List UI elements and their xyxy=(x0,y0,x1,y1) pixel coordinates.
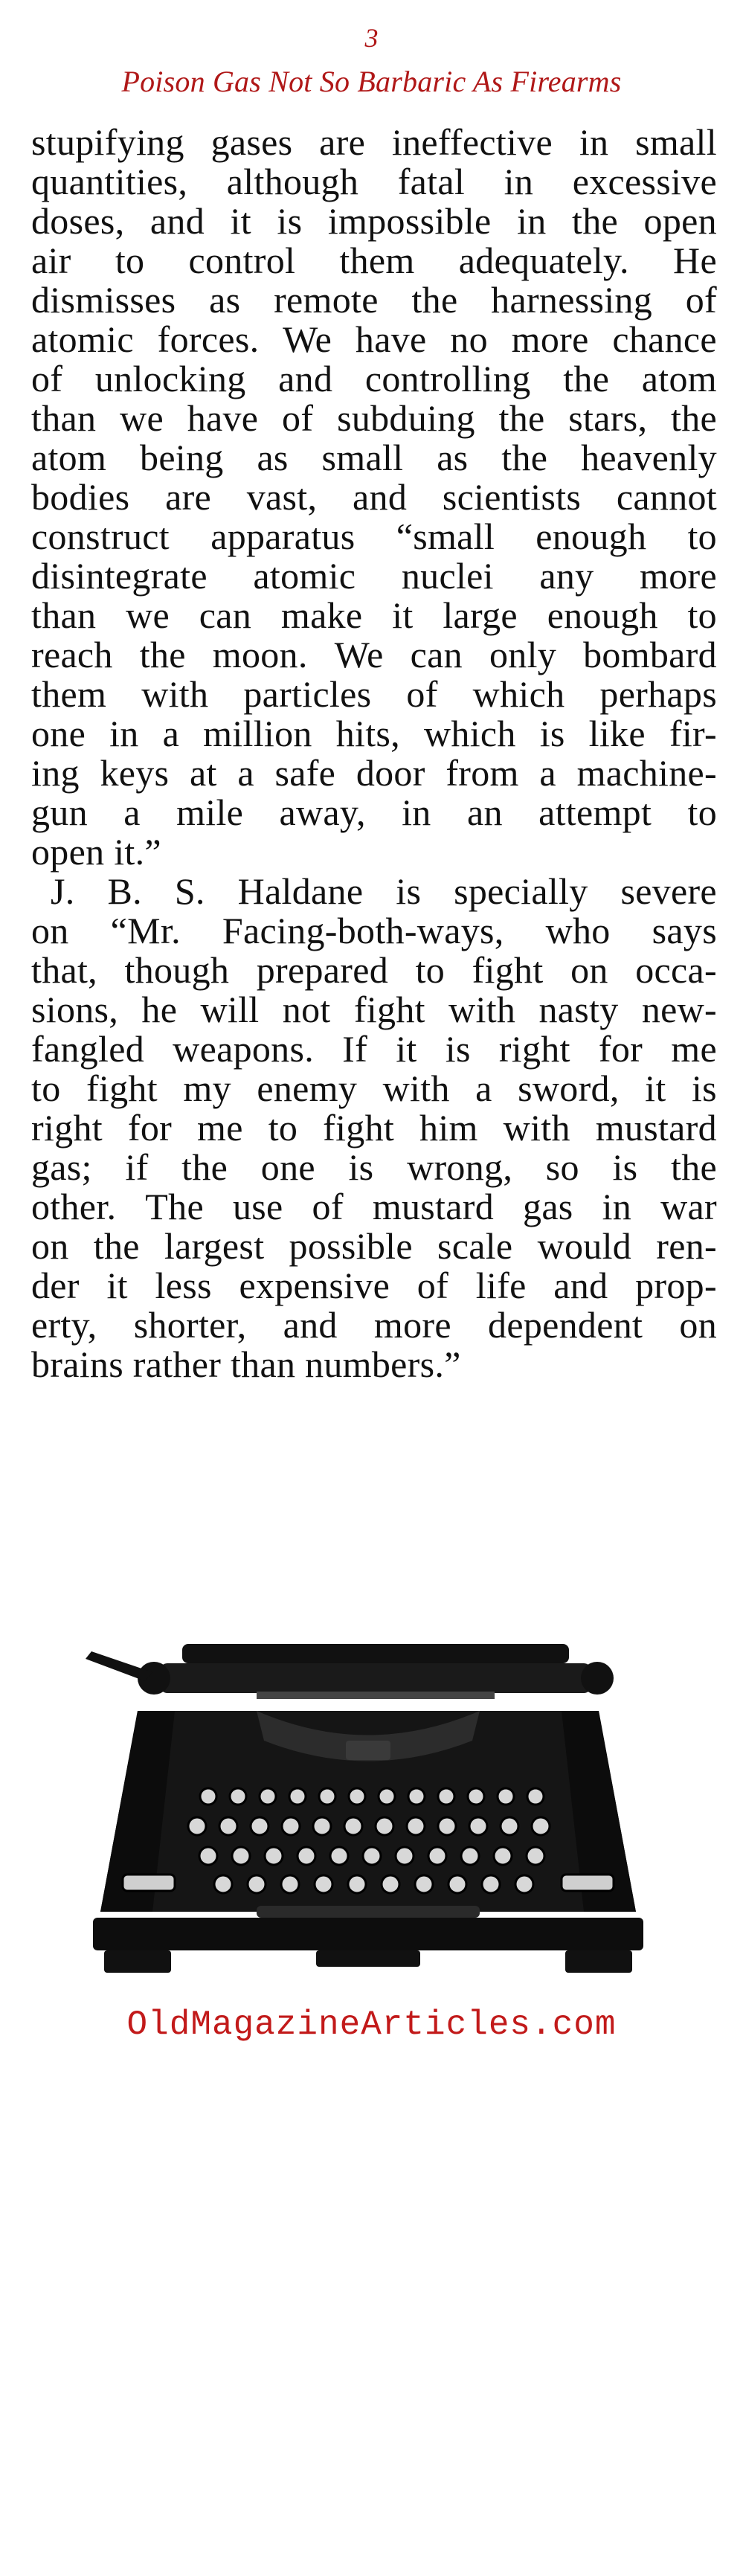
article-word: than xyxy=(230,1343,306,1385)
article-word: to xyxy=(115,240,145,281)
article-word: from xyxy=(446,752,519,794)
article-word: sions, xyxy=(31,989,119,1030)
article-word: of xyxy=(416,1265,449,1306)
article-word: mustard xyxy=(595,1107,717,1149)
article-word: them xyxy=(339,240,415,281)
article-word: mustard xyxy=(372,1186,494,1227)
article-word: an xyxy=(466,791,503,833)
article-word: a xyxy=(475,1067,492,1109)
article-line xyxy=(31,1187,717,1227)
article-word: it xyxy=(392,594,414,636)
article-line xyxy=(31,1030,717,1069)
article-word: Facing-both-ways, xyxy=(222,910,504,951)
article-word: will xyxy=(200,989,260,1030)
article-line xyxy=(31,793,717,832)
article-word: possible xyxy=(289,1225,413,1267)
article-word: fight xyxy=(472,949,544,991)
article-word: me xyxy=(197,1107,243,1149)
article-word: is xyxy=(539,713,565,754)
article-word: fangled xyxy=(31,1028,145,1070)
article-word: cannot xyxy=(616,476,717,518)
article-word: atom xyxy=(31,437,107,478)
article-word: as xyxy=(257,437,289,478)
article-word: gas xyxy=(523,1186,573,1227)
article-word: if xyxy=(125,1146,149,1188)
article-word: the xyxy=(139,634,186,675)
article-word: fight xyxy=(353,989,425,1030)
article-line xyxy=(31,241,717,280)
article-word: to xyxy=(415,949,446,991)
article-word: me xyxy=(671,1028,717,1070)
article-word: sword, xyxy=(518,1067,620,1109)
article-word: the xyxy=(498,397,545,439)
article-word: being xyxy=(140,437,224,478)
article-word: one xyxy=(260,1146,315,1188)
article-word: enough xyxy=(535,515,647,557)
article-line xyxy=(31,832,717,872)
article-word: new- xyxy=(641,989,717,1030)
article-word: ren- xyxy=(656,1225,717,1267)
article-word: the xyxy=(181,1146,228,1188)
article-word: in xyxy=(602,1186,632,1227)
article-word: war xyxy=(660,1186,717,1227)
article-word: the xyxy=(671,1146,717,1188)
article-word: brains xyxy=(31,1343,133,1385)
article-word: than xyxy=(31,397,97,439)
article-word: and xyxy=(283,1304,338,1346)
article-word: we xyxy=(126,594,170,636)
article-word: have xyxy=(187,397,259,439)
article-word: quantities, xyxy=(31,161,188,202)
article-word: doses, xyxy=(31,200,125,242)
article-word: with xyxy=(448,989,516,1030)
article-word: it xyxy=(396,1028,417,1070)
article-line xyxy=(31,162,717,202)
article-word: can xyxy=(410,634,463,675)
article-word: more xyxy=(640,555,717,597)
article-word: bodies xyxy=(31,476,130,518)
article-word: and xyxy=(353,476,408,518)
article-word: as xyxy=(209,279,241,321)
article-line xyxy=(31,123,717,162)
article-word: any xyxy=(539,555,594,597)
article-word: heavenly xyxy=(581,437,717,478)
article-word: it xyxy=(106,1265,128,1306)
article-word: atomic xyxy=(253,555,356,597)
article-word: a xyxy=(123,791,141,833)
running-title: Poison Gas Not So Barbaric As Firearms xyxy=(121,65,622,98)
article-word: enemy xyxy=(257,1067,358,1109)
article-word: than xyxy=(31,594,97,636)
article-line xyxy=(31,596,717,635)
article-word: which xyxy=(423,713,516,754)
article-word: them xyxy=(31,673,107,715)
article-word: the xyxy=(93,1225,140,1267)
article-word: scientists xyxy=(442,476,582,518)
article-word: bombard xyxy=(583,634,717,675)
article-word: shorter, xyxy=(133,1304,247,1346)
article-word: the xyxy=(671,397,717,439)
article-word: safe xyxy=(274,752,336,794)
article-word: reach xyxy=(31,634,113,675)
article-word: dependent xyxy=(488,1304,643,1346)
article-word: ineffective xyxy=(391,121,553,163)
article-line xyxy=(31,556,717,596)
article-word: one xyxy=(31,713,86,754)
article-word: expensive xyxy=(239,1265,390,1306)
article-word: at xyxy=(189,752,217,794)
article-line xyxy=(31,635,717,675)
article-line xyxy=(31,359,717,399)
article-word: in xyxy=(109,713,139,754)
article-word: fir- xyxy=(669,713,717,754)
article-word: in xyxy=(402,791,431,833)
article-word: the xyxy=(411,279,458,321)
article-body xyxy=(31,123,717,1384)
article-word: are xyxy=(319,121,366,163)
article-word: moon. xyxy=(212,634,308,675)
article-word: and xyxy=(553,1265,608,1306)
article-word: Haldane xyxy=(237,870,364,912)
article-word: make xyxy=(280,594,363,636)
article-word: nuclei xyxy=(401,555,494,597)
article-word: occa- xyxy=(635,949,717,991)
article-word: million xyxy=(203,713,312,754)
article-word: stars, xyxy=(568,397,648,439)
article-word: machine- xyxy=(576,752,717,794)
article-word: open xyxy=(643,200,717,242)
article-word: though xyxy=(124,949,230,991)
article-word: The xyxy=(145,1186,204,1227)
article-line xyxy=(31,280,717,320)
article-word: apparatus xyxy=(210,515,356,557)
article-word: mile xyxy=(176,791,244,833)
article-word: with xyxy=(141,673,209,715)
article-word: more xyxy=(511,318,589,360)
article-word: him xyxy=(419,1107,478,1149)
article-word: to xyxy=(268,1107,298,1149)
article-word: not xyxy=(282,989,331,1030)
article-word: the xyxy=(572,200,619,242)
article-line xyxy=(31,202,717,241)
article-word: other. xyxy=(31,1186,117,1227)
article-word: air xyxy=(31,240,71,281)
article-line xyxy=(31,399,717,438)
article-word: and xyxy=(278,358,333,399)
article-word: gun xyxy=(31,791,88,833)
article-word: nasty xyxy=(538,989,619,1030)
article-word: on xyxy=(31,910,69,951)
article-line xyxy=(31,1305,717,1345)
article-word: only xyxy=(489,634,557,675)
article-line xyxy=(31,1148,717,1187)
article-word: If xyxy=(342,1028,368,1070)
article-word: prop- xyxy=(635,1265,717,1306)
article-word: with xyxy=(382,1067,450,1109)
article-word: on xyxy=(570,949,608,991)
article-line xyxy=(31,478,717,517)
article-word: enough xyxy=(547,594,658,636)
article-word: ing xyxy=(31,752,80,794)
article-word: to xyxy=(687,594,717,636)
article-line xyxy=(31,517,717,556)
article-word: small xyxy=(635,121,717,163)
article-word: are xyxy=(165,476,212,518)
article-word: like xyxy=(588,713,646,754)
article-word: attempt xyxy=(538,791,652,833)
typewriter-icon xyxy=(71,1629,666,1986)
article-word: small xyxy=(321,437,404,478)
article-word: particles xyxy=(243,673,372,715)
article-word: forces. xyxy=(157,318,260,360)
article-word: remote xyxy=(274,279,379,321)
article-word: and xyxy=(149,200,205,242)
article-word: numbers.” xyxy=(305,1343,461,1385)
article-line xyxy=(31,320,717,359)
article-line xyxy=(31,754,717,793)
article-word: right xyxy=(498,1028,570,1070)
article-word: excessive xyxy=(572,161,717,202)
page-number: 3 xyxy=(364,23,379,53)
article-word: so xyxy=(545,1146,579,1188)
article-word: my xyxy=(183,1067,231,1109)
article-word: is xyxy=(612,1146,638,1188)
article-word: construct xyxy=(31,515,170,557)
article-word: is xyxy=(691,1067,717,1109)
article-word: is xyxy=(348,1146,374,1188)
article-word: away, xyxy=(279,791,366,833)
article-word: who xyxy=(545,910,611,951)
article-word: door xyxy=(356,752,425,794)
article-word: to xyxy=(687,791,717,833)
article-word: hits, xyxy=(335,713,400,754)
article-word: we xyxy=(120,397,164,439)
article-word: scale xyxy=(437,1225,513,1267)
article-word: is xyxy=(277,200,303,242)
article-word: a xyxy=(539,752,556,794)
article-line xyxy=(31,675,717,714)
article-word: the xyxy=(563,358,610,399)
article-word: open xyxy=(31,831,115,873)
article-line xyxy=(31,438,717,478)
article-word: large xyxy=(443,594,518,636)
article-word: is xyxy=(445,1028,471,1070)
article-word: largest xyxy=(164,1225,265,1267)
article-word: in xyxy=(579,121,609,163)
article-word: of xyxy=(406,673,438,715)
article-word: specially xyxy=(454,870,588,912)
article-word: with xyxy=(503,1107,570,1149)
article-word: unlocking xyxy=(94,358,246,399)
article-word: disintegrate xyxy=(31,555,208,597)
article-word: B. xyxy=(107,870,142,912)
article-word: impossible xyxy=(327,200,492,242)
article-word: S. xyxy=(174,870,205,912)
article-line xyxy=(31,990,717,1030)
article-word: controlling xyxy=(364,358,531,399)
article-word: “small xyxy=(396,515,495,557)
article-word: of xyxy=(31,358,63,399)
article-line xyxy=(31,1227,717,1266)
article-word: is xyxy=(396,870,422,912)
article-word: chance xyxy=(612,318,717,360)
article-word: atom xyxy=(641,358,717,399)
article-word: the xyxy=(501,437,548,478)
article-word: no xyxy=(450,318,488,360)
article-word: can xyxy=(199,594,252,636)
article-word: rather xyxy=(132,1343,231,1385)
article-word: to xyxy=(31,1067,61,1109)
article-word: erty, xyxy=(31,1304,97,1346)
article-word: on xyxy=(31,1225,69,1267)
article-word: J. xyxy=(51,870,75,912)
article-word: wrong, xyxy=(407,1146,513,1188)
article-word: as xyxy=(437,437,469,478)
article-word: vast, xyxy=(246,476,318,518)
article-word: it xyxy=(645,1067,666,1109)
article-line xyxy=(31,1266,717,1305)
article-word: weapons. xyxy=(173,1028,315,1070)
article-word: use xyxy=(232,1186,283,1227)
article-word: although xyxy=(226,161,359,202)
article-word: for xyxy=(127,1107,173,1149)
article-word: keys xyxy=(100,752,170,794)
article-word: it.” xyxy=(114,831,161,873)
article-word: to xyxy=(687,515,717,557)
article-word: atomic xyxy=(31,318,134,360)
article-word: says xyxy=(652,910,717,951)
article-word: dismisses xyxy=(31,279,176,321)
article-word: We xyxy=(283,318,332,360)
article-word: that, xyxy=(31,949,97,991)
article-word: harnessing xyxy=(491,279,652,321)
article-word: a xyxy=(162,713,180,754)
article-word: fight xyxy=(323,1107,395,1149)
article-word: fight xyxy=(86,1067,158,1109)
article-word: of xyxy=(685,279,717,321)
article-line xyxy=(31,872,717,911)
article-line xyxy=(31,911,717,951)
article-word: right xyxy=(31,1107,103,1149)
article-word: life xyxy=(475,1265,527,1306)
article-word: severe xyxy=(620,870,717,912)
article-line xyxy=(31,1069,717,1108)
article-word: on xyxy=(679,1304,717,1346)
article-word: He xyxy=(673,240,717,281)
article-word: it xyxy=(230,200,251,242)
article-word: der xyxy=(31,1265,80,1306)
article-word: control xyxy=(188,240,296,281)
article-word: for xyxy=(598,1028,643,1070)
article-word: have xyxy=(355,318,427,360)
article-word: perhaps xyxy=(599,673,717,715)
article-word: more xyxy=(373,1304,451,1346)
article-word: a xyxy=(237,752,254,794)
article-line xyxy=(31,951,717,990)
article-line xyxy=(31,714,717,754)
article-word: adequately. xyxy=(458,240,629,281)
article-word: of xyxy=(312,1186,344,1227)
article-word: stupifying xyxy=(31,121,184,163)
article-word: which xyxy=(472,673,565,715)
article-word: “Mr. xyxy=(110,910,181,951)
article-word: in xyxy=(504,161,534,202)
article-word: subduing xyxy=(337,397,475,439)
article-line xyxy=(31,1345,717,1384)
article-word: of xyxy=(282,397,314,439)
article-word: he xyxy=(141,989,178,1030)
article-line xyxy=(31,1108,717,1148)
article-word: in xyxy=(517,200,547,242)
site-credit: OldMagazineArticles.com xyxy=(126,2005,617,2044)
article-word: gas; xyxy=(31,1146,92,1188)
article-word: prepared xyxy=(256,949,389,991)
article-word: We xyxy=(334,634,384,675)
article-word: fatal xyxy=(397,161,466,202)
article-word: less xyxy=(155,1265,212,1306)
article-word: would xyxy=(537,1225,632,1267)
article-word: gases xyxy=(210,121,293,163)
